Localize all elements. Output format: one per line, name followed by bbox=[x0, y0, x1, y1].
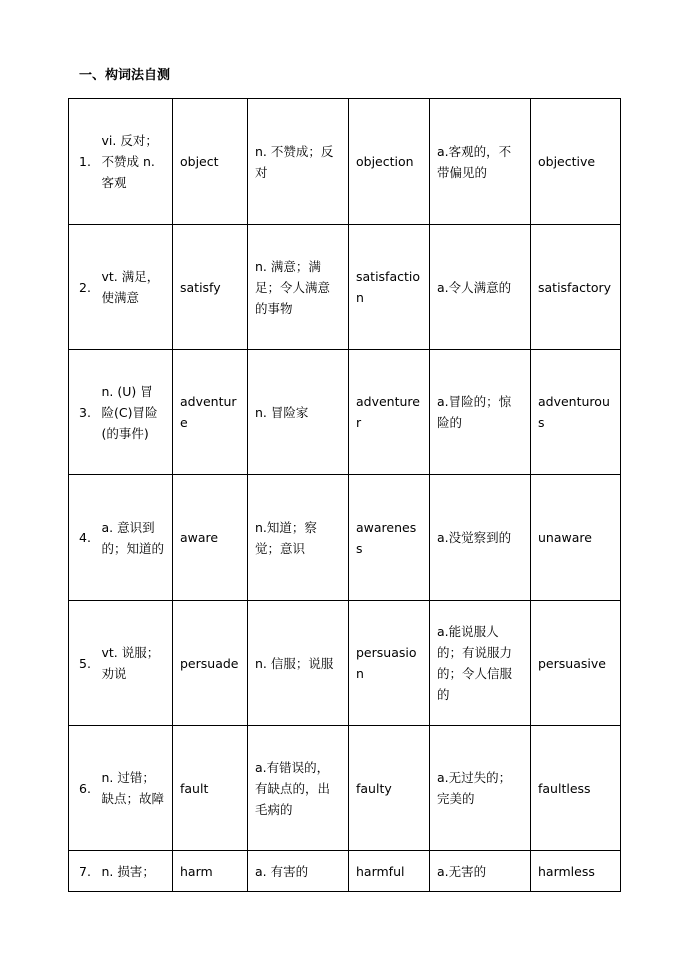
derived-adjective-cell: persuasive bbox=[531, 601, 621, 726]
noun-meaning-cell: n. 信服；说服 bbox=[248, 601, 349, 726]
row-number: 4. bbox=[69, 475, 100, 601]
noun-meaning-cell: n. 满意；满足；令人满意的事物 bbox=[248, 225, 349, 350]
section-heading: 一、构词法自测 bbox=[79, 68, 171, 83]
base-word-cell: aware bbox=[173, 475, 248, 601]
derived-noun-cell: satisfaction bbox=[349, 225, 430, 350]
word-meaning-cell: n. 过错；缺点；故障 bbox=[100, 726, 173, 851]
adjective-meaning-cell: a.客观的，不带偏见的 bbox=[430, 99, 531, 225]
derived-noun-cell: awareness bbox=[349, 475, 430, 601]
noun-meaning-cell: n. 不赞成；反对 bbox=[248, 99, 349, 225]
row-number: 3. bbox=[69, 350, 100, 475]
derived-adjective-cell: harmless bbox=[531, 851, 621, 892]
table-row bbox=[69, 851, 621, 892]
word-meaning-cell: n. 损害； bbox=[100, 851, 173, 892]
derived-noun-cell: persuasion bbox=[349, 601, 430, 726]
word-meaning-cell: a. 意识到的；知道的 bbox=[100, 475, 173, 601]
vocabulary-table bbox=[68, 98, 621, 892]
derived-noun-cell: objection bbox=[349, 99, 430, 225]
derived-noun-cell: harmful bbox=[349, 851, 430, 892]
table-row bbox=[69, 225, 621, 350]
base-word-cell: harm bbox=[173, 851, 248, 892]
noun-meaning-cell: n.知道；察觉；意识 bbox=[248, 475, 349, 601]
adjective-meaning-cell: a.能说服人的；有说服力的；令人信服的 bbox=[430, 601, 531, 726]
noun-meaning-cell: n. 冒险家 bbox=[248, 350, 349, 475]
adjective-meaning-cell: a.冒险的；惊险的 bbox=[430, 350, 531, 475]
row-number: 5. bbox=[69, 601, 100, 726]
row-number: 2. bbox=[69, 225, 100, 350]
noun-meaning-cell: a.有错误的，有缺点的，出毛病的 bbox=[248, 726, 349, 851]
base-word-cell: persuade bbox=[173, 601, 248, 726]
base-word-cell: adventure bbox=[173, 350, 248, 475]
derived-adjective-cell: faultless bbox=[531, 726, 621, 851]
adjective-meaning-cell: a.无过失的；完美的 bbox=[430, 726, 531, 851]
noun-meaning-cell: a. 有害的 bbox=[248, 851, 349, 892]
table-row bbox=[69, 99, 621, 225]
base-word-cell: satisfy bbox=[173, 225, 248, 350]
adjective-meaning-cell: a.无害的 bbox=[430, 851, 531, 892]
word-meaning-cell: vt. 说服；劝说 bbox=[100, 601, 173, 726]
base-word-cell: fault bbox=[173, 726, 248, 851]
table-row bbox=[69, 475, 621, 601]
word-meaning-cell: vi. 反对； 不赞成 n. 客观 bbox=[100, 99, 173, 225]
derived-adjective-cell: unaware bbox=[531, 475, 621, 601]
adjective-meaning-cell: a.令人满意的 bbox=[430, 225, 531, 350]
word-meaning-cell: vt. 满足，使满意 bbox=[100, 225, 173, 350]
derived-adjective-cell: adventurous bbox=[531, 350, 621, 475]
word-meaning-cell: n. (U) 冒险(C)冒险(的事件) bbox=[100, 350, 173, 475]
row-number: 6. bbox=[69, 726, 100, 851]
row-number: 7. bbox=[69, 851, 100, 892]
table-row bbox=[69, 726, 621, 851]
derived-adjective-cell: objective bbox=[531, 99, 621, 225]
adjective-meaning-cell: a.没觉察到的 bbox=[430, 475, 531, 601]
table-row bbox=[69, 350, 621, 475]
derived-adjective-cell: satisfactory bbox=[531, 225, 621, 350]
derived-noun-cell: faulty bbox=[349, 726, 430, 851]
derived-noun-cell: adventurer bbox=[349, 350, 430, 475]
row-number: 1. bbox=[69, 99, 100, 225]
base-word-cell: object bbox=[173, 99, 248, 225]
table-row bbox=[69, 601, 621, 726]
